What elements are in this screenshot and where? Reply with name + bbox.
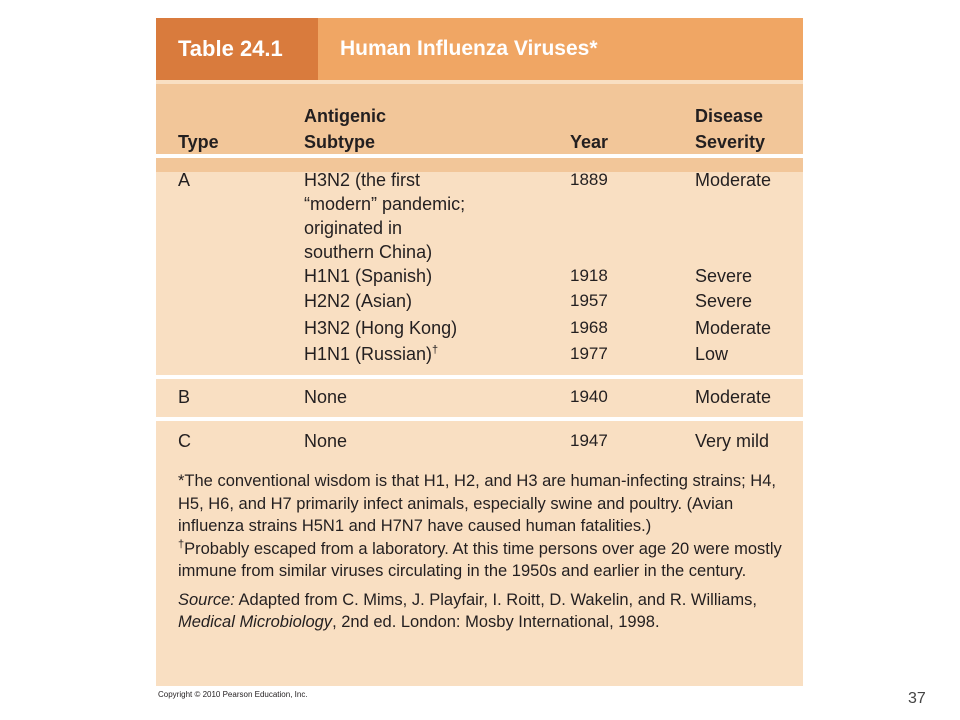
table-footnotes [178, 470, 790, 634]
row-severity: Moderate [695, 387, 772, 407]
row-subtype [304, 342, 438, 366]
source-book-title: Medical Microbiology [178, 613, 333, 631]
row-severity: Moderate [695, 318, 772, 338]
row-severity: Low [695, 344, 729, 364]
star-text: The conventional wisdom is that H1, H2, and H3 are human-infecting strains; H4, H5, H6, and H7 primarily infect animals, especially swine and poultry. (Avian influenza strains H5N1 and H7N7 have caused human fatalities.) [178, 472, 776, 535]
footnote-dagger [178, 538, 790, 583]
table-title-bar [156, 18, 803, 80]
star-mark: * [178, 472, 185, 490]
header-subtype-line2: Subtype [304, 132, 376, 152]
influenza-table [156, 18, 803, 686]
footnote-star [178, 470, 790, 538]
copyright-notice: Copyright © 2010 Pearson Education, Inc. [158, 690, 308, 699]
row-divider [156, 375, 803, 379]
table-header-row [156, 84, 803, 172]
row-year: 1889 [570, 170, 608, 189]
dagger-text: Probably escaped from a laboratory. At this time persons over age 20 were mostly immune from similar viruses circulating in the 1950s and earlier in the century. [178, 539, 782, 580]
row-year: 1968 [570, 318, 608, 337]
row-subtype [304, 168, 465, 264]
row-year: 1957 [570, 291, 608, 310]
header-severity [695, 103, 765, 155]
dagger-footnote-mark: † [178, 538, 185, 550]
row-severity: Severe [695, 266, 753, 286]
header-divider [156, 154, 803, 158]
row-subtype-line: southern China) [304, 242, 433, 262]
row-year: 1977 [570, 344, 608, 363]
row-severity: Severe [695, 291, 753, 311]
header-severity-line1: Disease [695, 106, 764, 126]
row-subtype-line: H3N2 (the first [304, 170, 421, 190]
footnote-source [178, 589, 790, 634]
table-number: Table 24.1 [156, 18, 318, 80]
row-subtype: H3N2 (Hong Kong) [304, 318, 458, 338]
page-number: 37 [908, 690, 926, 707]
row-subtype-line: “modern” pandemic; [304, 194, 466, 214]
row-subtype: H1N1 (Spanish) [304, 266, 433, 286]
header-type: Type [178, 132, 219, 152]
row-year: 1947 [570, 431, 608, 450]
header-severity-line2: Severity [695, 132, 766, 152]
source-text-1: Adapted from C. Mims, J. Playfair, I. Roitt, D. Wakelin, and R. Williams, [234, 590, 757, 609]
row-severity: Moderate [695, 170, 772, 190]
row-year: 1940 [570, 387, 608, 406]
header-subtype-line1: Antigenic [304, 106, 387, 126]
source-label: Source: [178, 590, 235, 609]
row-subtype-text: H1N1 (Russian) [304, 344, 433, 364]
header-year: Year [570, 132, 609, 152]
row-type: C [178, 431, 191, 451]
header-subtype [304, 103, 386, 155]
row-year: 1918 [570, 266, 608, 285]
source-text-2: , 2nd ed. London: Mosby International, 1998. [332, 613, 660, 631]
row-subtype: None [304, 387, 348, 407]
row-subtype: H2N2 (Asian) [304, 291, 413, 311]
row-subtype-line: originated in [304, 218, 403, 238]
row-subtype: None [304, 431, 348, 451]
row-type: B [178, 387, 191, 407]
row-type: A [178, 170, 191, 190]
table-title: Human Influenza Viruses* [340, 37, 598, 60]
row-severity: Very mild [695, 431, 770, 451]
row-divider [156, 417, 803, 421]
dagger-mark: † [432, 344, 439, 356]
